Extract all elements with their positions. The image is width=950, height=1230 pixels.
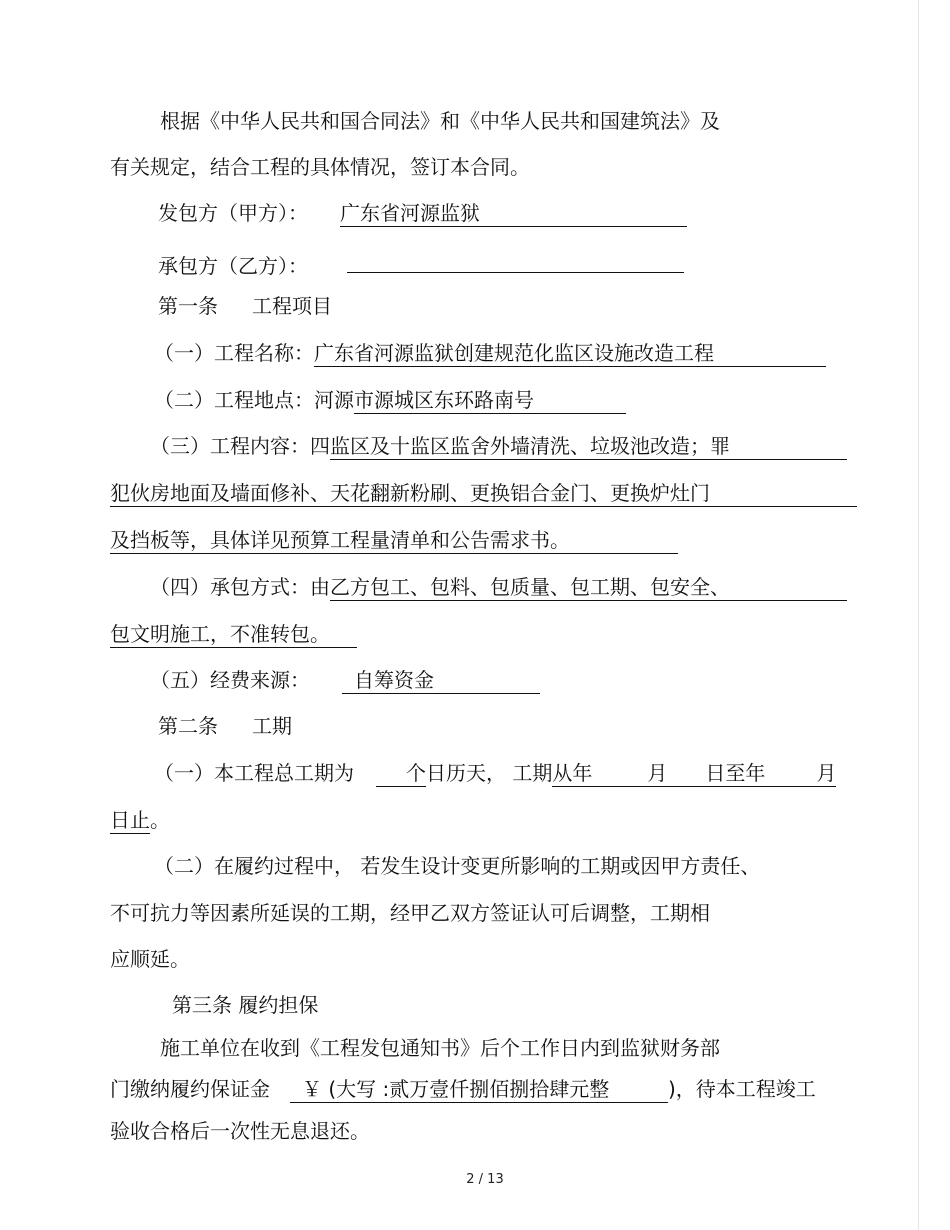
duration-period: 。 xyxy=(150,808,170,832)
article-1-title: 工程项目 xyxy=(252,294,332,318)
article-3-heading: 第三条 履约担保 xyxy=(172,993,319,1017)
project-location-label: （二）工程地点：河源 xyxy=(154,388,354,412)
article-2-title: 工期 xyxy=(252,714,292,738)
project-content-label: （三）工程内容：四 xyxy=(150,434,330,458)
page-number: 2 / 13 xyxy=(466,1172,504,1187)
funding-label: （五）经费来源： xyxy=(150,668,310,692)
guarantee-row-2 xyxy=(110,1075,816,1103)
contractor-value xyxy=(347,246,684,273)
project-content-row-3 xyxy=(110,526,678,554)
guarantee-line-1: 施工单位在收到《工程发包通知书》后个工作日内到监狱财务部 xyxy=(160,1036,720,1060)
contractor-label: 承包方（乙方）： xyxy=(158,254,308,278)
duration-row-2 xyxy=(110,806,170,834)
employer-label: 发包方（甲方）： xyxy=(158,201,308,225)
article-2-heading xyxy=(158,712,292,740)
project-content-row-2 xyxy=(110,479,857,507)
project-name-row xyxy=(154,339,826,367)
project-location-value: 市源城区东环路南号 xyxy=(354,387,626,414)
project-name-value: 广东省河源监狱创建规范化监区设施改造工程 xyxy=(314,340,826,367)
preamble-line-2: 有关规定，结合工程的具体情况，签订本合同。 xyxy=(110,155,530,179)
contract-method-row xyxy=(150,573,847,601)
project-content-line-2: 犯伙房地面及墙面修补、天花翻新粉刷、更换铝合金门、更换炉灶门 xyxy=(110,480,857,507)
employer-row xyxy=(158,199,687,227)
article-1-number: 第一条 xyxy=(158,294,218,318)
page-edge xyxy=(918,0,919,1230)
extension-line-3: 应顺延。 xyxy=(110,947,190,971)
article-2-number: 第二条 xyxy=(158,714,218,738)
duration-text-c: 日历天， 工期 xyxy=(426,761,553,785)
duration-start-month: 月 xyxy=(647,760,705,787)
duration-days-blank: 个 xyxy=(376,760,426,787)
duration-text-a: （一）本工程总工期为 xyxy=(154,761,354,785)
project-name-label: （一）工程名称： xyxy=(154,341,314,365)
extension-line-2: 不可抗力等因素所延误的工期，经甲乙双方签证认可后调整，工期相 xyxy=(110,901,710,925)
article-1-heading xyxy=(158,292,332,320)
guarantee-amount: ￥ (大写 :贰万壹仟捌佰捌拾肆元整 xyxy=(290,1076,668,1103)
contract-method-label: （四）承包方式：由 xyxy=(150,575,330,599)
duration-end-month: 月 xyxy=(816,761,837,785)
duration-end-day: 日止 xyxy=(110,808,150,832)
project-content-line-1: 监区及十监区监舍外墙清洗、垃圾池改造；罪 xyxy=(330,433,847,460)
contract-method-line-1: 乙方包工、包料、包质量、包工期、包安全、 xyxy=(330,574,847,601)
duration-start-day: 日至年 xyxy=(705,760,816,787)
duration-row xyxy=(154,759,836,787)
preamble-line-1: 根据《中华人民共和国合同法》和《中华人民共和国建筑法》及 xyxy=(160,109,720,133)
contract-method-row-2 xyxy=(110,620,357,648)
guarantee-text-a: 门缴纳履约保证金 xyxy=(110,1077,270,1101)
funding-value: 自筹资金 xyxy=(342,667,540,694)
project-content-line-3: 及挡板等，具体详见预算工程量清单和公告需求书。 xyxy=(110,527,678,554)
extension-line-1: （二）在履约过程中， 若发生设计变更所影响的工期或因甲方责任、 xyxy=(154,854,761,878)
duration-start-year: 从年 xyxy=(552,760,647,787)
employer-value: 广东省河源监狱 xyxy=(340,200,687,227)
project-location-row xyxy=(154,386,626,414)
contractor-row xyxy=(158,246,684,278)
contract-method-line-2: 包文明施工，不准转包。 xyxy=(110,621,357,648)
guarantee-line-3: 验收合格后一次性无息退还。 xyxy=(110,1119,370,1143)
funding-row xyxy=(150,666,540,694)
project-content-row xyxy=(150,432,847,460)
guarantee-text-c: )，待本工程竣工 xyxy=(668,1077,816,1101)
